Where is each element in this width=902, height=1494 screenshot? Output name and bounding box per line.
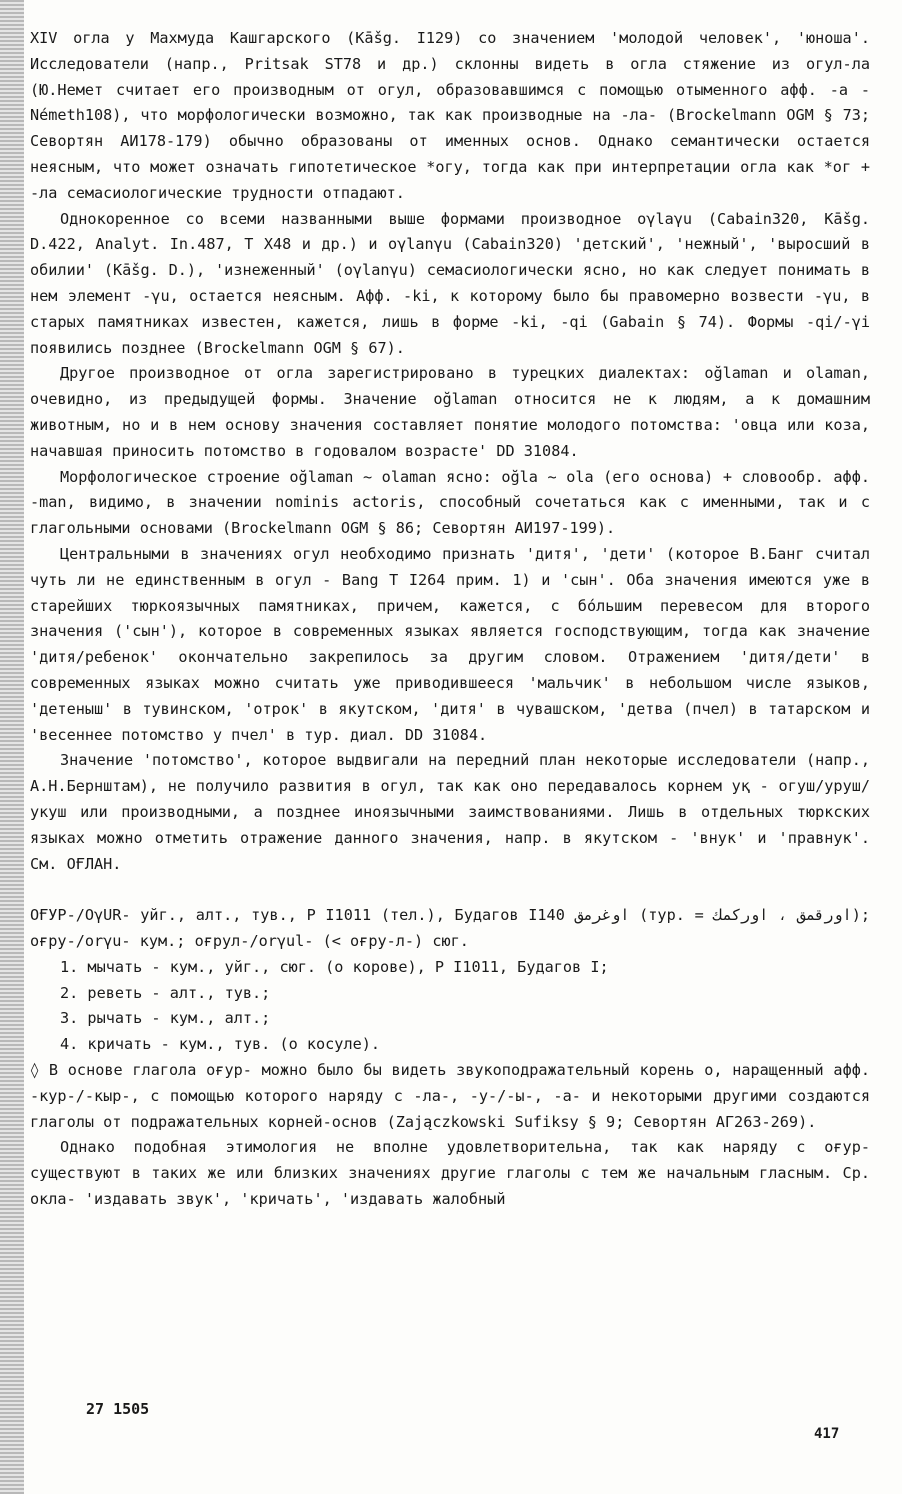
paragraph: XIV огла у Махмуда Кашгарского (Kāšg. I129) со значением 'молодой человек', 'юноша'. Исследователи (напр., Pritsak ST78 и др.) склонны видеть в огла стяжение из огул-ла (Ю.Немет считает его производным от огул, образовавшимся с помощью отыменного афф. -а - Németh108), что морфологически возможно, так как производные на -ла- (Brockelmann OGM § 73; Севортян АИ178-179) обычно образованы от именных основ. Однако семантически остается неясным, что может означать гипотетическое *огу, тогда как при интерпретации огла как *ог + -ла семасиологические трудности отпадают. xyxy=(30,29,880,202)
paragraph: Значение 'потомство', которое выдвигали на передний план некоторые исследователи (напр., А.Н.Бернштам), не получило развития в огул, так как оно передавалось корнем уқ - огуш/уруш/укуш или производными, а позднее иноязычными заимствованиями. Лишь в отдельных тюркских языках можно отметить отражение данного значения, напр. в якутском - 'внук' и 'правнук'. См. ОҒЛАН. xyxy=(30,751,880,873)
paragraph: Центральными в значениях огул необходимо признать 'дитя', 'дети' (которое В.Банг считал чуть ли не единственным в огул - Bang T I264 прим. 1) и 'сын'. Оба значения имеются уже в старейших тюркоязычных памятниках, причем, кажется, с бо́льшим перевесом для второго значения ('сын'), которое в современных языках является господствующим, тогда как значение 'дитя/ребенок' окончательно закрепилось за другим словом. Отражением 'дитя/дети' в современных языках можно считать уже приводившееся 'мальчик' в небольшом числе языков, 'детеныш' в тувинском, 'отрок' в якутском, 'дитя' в чувашском, 'детва (пчел) в татарском и 'весеннее потомство у пчел' в тур. диал. DD 31084. xyxy=(30,544,880,744)
paragraph: Однокоренное со всеми названными выше формами производное oγlaγu (Cabain320, Kāšg. D.422, Analyt. In.487, T X48 и др.) и oγlanγu (Cabain320) 'детский', 'нежный', 'выросший в обилии' (Kāšg. D.), 'изнеженный' (oγlanγu) семасиологически ясно, но как следует понимать в нем элемент -γu, остается неясным. Афф. -ki, к которому было бы правомерно возвести -γu, в старых памятниках известен, кажется, лишь в форме -ki, -qi (Gabain § 74). Формы -qi/-γi появились позднее (Brockelmann OGM § 67). xyxy=(30,209,880,357)
meaning-item: 3. рычать - кум., алт.; xyxy=(60,1009,271,1028)
meaning-item: 2. реветь - алт., тув.; xyxy=(60,983,271,1002)
page-body xyxy=(30,26,880,1213)
meaning-item: 1. мычать - кум., уйг., сюг. (о корове), Р I1011, Будагов I; xyxy=(60,957,609,976)
section-gap xyxy=(30,877,870,903)
discussion-paragraph: ◊ В основе глагола оғур- можно было бы видеть звукоподражательный корень о, наращенный афф. -кур-/-кыр-, с помощью которого наряду с -ла-, -у-/-ы-, -а- и некоторыми другими создаются глаголы от подражательных корней-основ (Zajączkowski Sufiksy § 9; Севортян АГ263-269). xyxy=(30,1061,880,1131)
paragraph: Другое производное от огла зарегистрировано в турецких диалектах: oğlaman и olaman, очевидно, из предыдущей формы. Значение oğlaman относится не к людям, а к домашним животным, но и в нем основу значения составляет понятие молодого потомства: 'овца или коза, начавшая приносить потомство в годовалом возрасте' DD 31084. xyxy=(30,364,880,460)
scan-edge xyxy=(0,0,24,1494)
page-number: 417 xyxy=(814,1426,840,1442)
paragraph: Морфологическое строение oğlaman ~ olaman ясно: oğla ~ ola (его основа) + словообр. афф. -man, видимо, в значении nominis actoris, способный сочетаться как с именными, так и с глагольными основами (Brockelmann OGM § 86; Севортян АИ197-199). xyxy=(30,467,880,538)
entry-head: ОҒУР-/ОγUR- уйг., алт., тув., Р I1011 (тел.), Будагов I140 اوغرمق (тур. = اورقمق ، اوركمك); оғру-/orγu- кум.; оғрул-/orγul- (< оғру-л-) сюг. xyxy=(30,906,880,951)
discussion-paragraph: Однако подобная этимология не вполне удовлетворительна, так как наряду с оғур- существуют в таких же или близких значениях другие глаголы с тем же начальным гласным. Ср. окла- 'издавать звук', 'кричать', 'издавать жалобный xyxy=(30,1138,880,1209)
meaning-item: 4. кричать - кум., тув. (о косуле). xyxy=(60,1035,381,1054)
print-signature: 27 1505 xyxy=(86,1400,150,1418)
